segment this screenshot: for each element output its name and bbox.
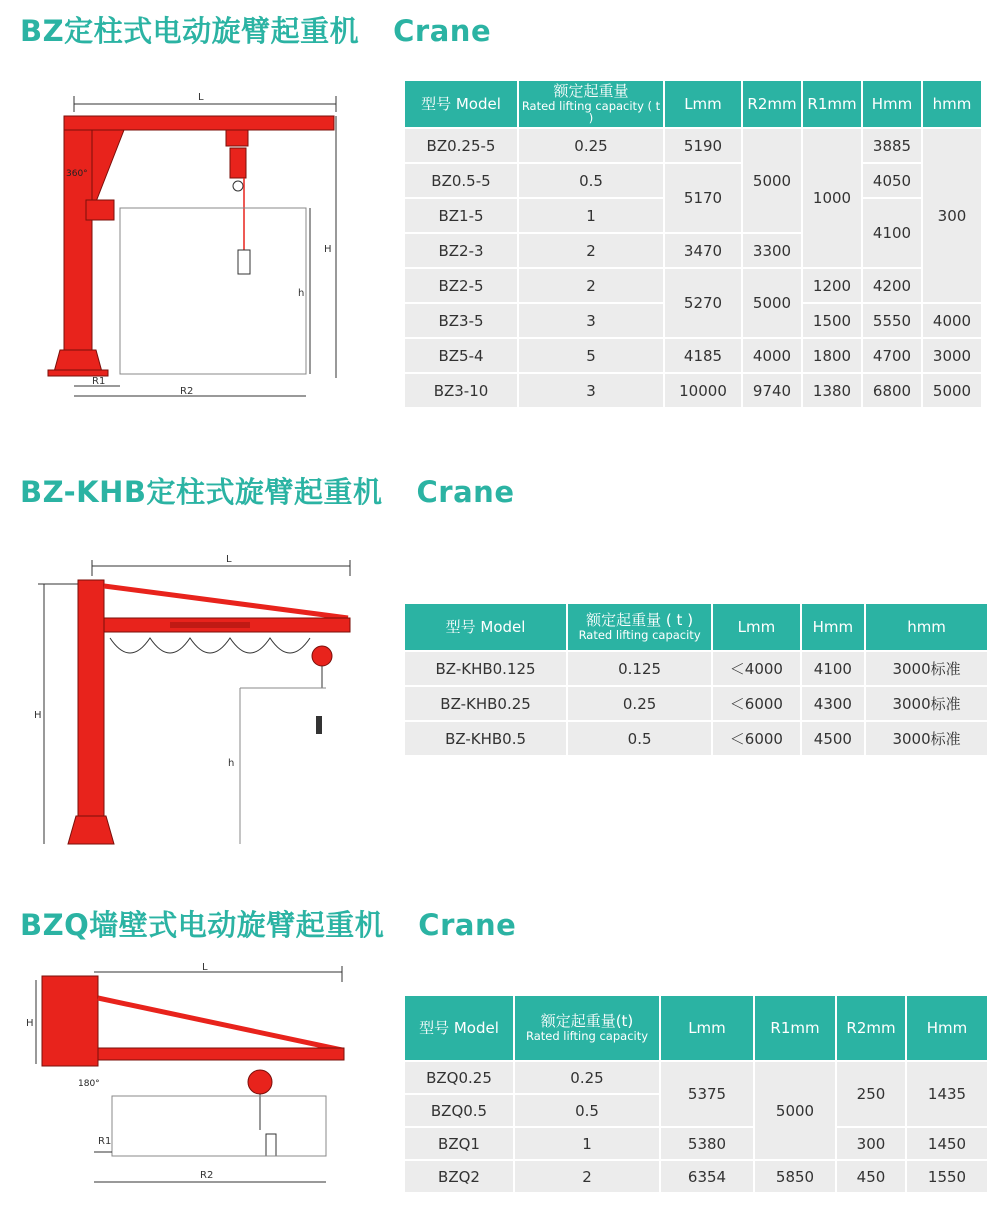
- cell-R2: 300: [837, 1128, 905, 1159]
- dim-label-R1: R1: [98, 1136, 112, 1147]
- cell-L: 5190: [665, 129, 741, 162]
- cell-L: 4185: [665, 339, 741, 372]
- header-H: Hmm: [863, 81, 921, 127]
- dim-label-h: h: [298, 288, 305, 299]
- cell-model: BZ1-5: [405, 199, 517, 232]
- cell-L: 6354: [661, 1161, 753, 1192]
- cell-h: 3000标准: [866, 652, 987, 685]
- section-3-title: BZQ墙壁式电动旋臂起重机 Crane: [20, 908, 517, 942]
- cell-capacity: 0.5: [515, 1095, 659, 1126]
- cell-L: 5380: [661, 1128, 753, 1159]
- crane-column: [64, 122, 92, 362]
- header-L: Lmm: [661, 996, 753, 1060]
- dim-label-R2: R2: [180, 386, 194, 397]
- cell-L: ＜6000: [713, 722, 800, 755]
- cell-H: 6800: [863, 374, 921, 407]
- cell-capacity: 3: [519, 304, 663, 337]
- cell-model: BZ3-10: [405, 374, 517, 407]
- cell-model: BZ3-5: [405, 304, 517, 337]
- header-model: 型号 Model: [405, 604, 566, 650]
- electric-hoist: [248, 1070, 272, 1094]
- cell-H: 4200: [863, 269, 921, 302]
- header-L: Lmm: [665, 81, 741, 127]
- cell-h: 4000: [923, 304, 981, 337]
- dim-label-h: h: [228, 758, 235, 769]
- bzq-crane-diagram: [24, 958, 354, 1190]
- dim-label-L: L: [198, 92, 204, 103]
- dim-label-H: H: [324, 244, 332, 255]
- cell-R1: 1800: [803, 339, 861, 372]
- section-2-title: BZ-KHB定柱式旋臂起重机 Crane: [20, 475, 515, 509]
- cell-model: BZ-KHB0.5: [405, 722, 566, 755]
- cell-L: 5375: [661, 1062, 753, 1126]
- cell-h: 5000: [923, 374, 981, 407]
- cell-model: BZ2-3: [405, 234, 517, 267]
- cell-R1: 5000: [755, 1062, 835, 1159]
- cell-H: 3885: [863, 129, 921, 162]
- cell-R2: 9740: [743, 374, 801, 407]
- cell-R1: 1200: [803, 269, 861, 302]
- dim-label-L: L: [202, 962, 208, 973]
- header-R1: R1mm: [755, 996, 835, 1060]
- angle-label-360: 360°: [66, 169, 88, 179]
- dim-label-L: L: [226, 554, 232, 565]
- cell-R2: 5000: [743, 129, 801, 232]
- cell-L: 10000: [665, 374, 741, 407]
- angle-label-180: 180°: [78, 1079, 100, 1089]
- cell-H: 4300: [802, 687, 864, 720]
- pendant-control: [266, 1134, 276, 1156]
- cell-H: 5550: [863, 304, 921, 337]
- cell-H: 4100: [802, 652, 864, 685]
- cell-model: BZQ1: [405, 1128, 513, 1159]
- cell-model: BZ2-5: [405, 269, 517, 302]
- cell-R2: 3300: [743, 234, 801, 267]
- pendant-control: [316, 716, 322, 734]
- cell-R1: 1500: [803, 304, 861, 337]
- cell-L: 3470: [665, 234, 741, 267]
- header-R1: R1mm: [803, 81, 861, 127]
- cell-H: 1550: [907, 1161, 987, 1192]
- cell-model: BZQ0.25: [405, 1062, 513, 1093]
- cell-capacity: 2: [519, 234, 663, 267]
- cell-h: 3000标准: [866, 722, 987, 755]
- cell-H: 4100: [863, 199, 921, 267]
- cell-R2: 450: [837, 1161, 905, 1192]
- cell-capacity: 0.125: [568, 652, 711, 685]
- header-R2: R2mm: [837, 996, 905, 1060]
- header-model: 型号 Model: [405, 996, 513, 1060]
- header-capacity: 额定起重量(t) Rated lifting capacity: [515, 996, 659, 1060]
- cell-capacity: 0.25: [515, 1062, 659, 1093]
- cell-R1: 1380: [803, 374, 861, 407]
- cell-capacity: 3: [519, 374, 663, 407]
- cell-L: 5270: [665, 269, 741, 337]
- header-capacity: 额定起重量 ( t ) Rated lifting capacity: [568, 604, 711, 650]
- dim-label-H: H: [34, 710, 42, 721]
- crane-jib: [98, 1048, 344, 1060]
- cell-model: BZQ2: [405, 1161, 513, 1192]
- header-capacity: 额定起重量 Rated lifting capacity ( t ): [519, 81, 663, 127]
- crane-base: [68, 816, 114, 844]
- hoist-trolley: [226, 130, 248, 146]
- cell-model: BZ-KHB0.125: [405, 652, 566, 685]
- section-1-title: BZ定柱式电动旋臂起重机 Crane: [20, 14, 492, 48]
- cell-capacity: 1: [515, 1128, 659, 1159]
- cell-model: BZ0.25-5: [405, 129, 517, 162]
- cell-R1: 1000: [803, 129, 861, 267]
- cell-h: 3000标准: [866, 687, 987, 720]
- header-R2: R2mm: [743, 81, 801, 127]
- cell-h: 300: [923, 129, 981, 302]
- dim-label-R1: R1: [92, 376, 106, 387]
- crane-column: [78, 580, 104, 840]
- pendant-control: [238, 250, 250, 274]
- cell-H: 1450: [907, 1128, 987, 1159]
- cell-capacity: 0.5: [519, 164, 663, 197]
- cell-capacity: 1: [519, 199, 663, 232]
- cell-H: 4500: [802, 722, 864, 755]
- cell-L: ＜6000: [713, 687, 800, 720]
- wall-bracket: [42, 976, 98, 1066]
- bz-khb-spec-table: [403, 602, 989, 757]
- header-L: Lmm: [713, 604, 800, 650]
- header-h: hmm: [866, 604, 987, 650]
- cell-capacity: 2: [515, 1161, 659, 1192]
- cell-capacity: 5: [519, 339, 663, 372]
- cell-model: BZQ0.5: [405, 1095, 513, 1126]
- cell-model: BZ5-4: [405, 339, 517, 372]
- bz-khb-crane-diagram: [30, 552, 360, 852]
- cell-L: ＜4000: [713, 652, 800, 685]
- crane-base: [54, 350, 102, 372]
- electric-hoist: [312, 646, 332, 666]
- cell-H: 4700: [863, 339, 921, 372]
- bzq-spec-table: [403, 994, 989, 1194]
- header-model: 型号 Model: [405, 81, 517, 127]
- cell-capacity: 0.25: [519, 129, 663, 162]
- header-H: Hmm: [802, 604, 864, 650]
- crane-jib: [64, 116, 334, 130]
- cell-L: 5170: [665, 164, 741, 232]
- cell-R1: 5850: [755, 1161, 835, 1192]
- cell-h: 3000: [923, 339, 981, 372]
- header-H: Hmm: [907, 996, 987, 1060]
- electric-hoist: [230, 148, 246, 178]
- dim-label-H: H: [26, 1018, 34, 1029]
- cell-H: 4050: [863, 164, 921, 197]
- cell-capacity: 0.25: [568, 687, 711, 720]
- cell-R2: 4000: [743, 339, 801, 372]
- cell-R2: 250: [837, 1062, 905, 1126]
- cell-model: BZ-KHB0.25: [405, 687, 566, 720]
- bz-spec-table: [403, 79, 983, 409]
- cell-capacity: 0.5: [568, 722, 711, 755]
- cell-H: 1435: [907, 1062, 987, 1126]
- cell-R2: 5000: [743, 269, 801, 337]
- cell-capacity: 2: [519, 269, 663, 302]
- header-h: hmm: [923, 81, 981, 127]
- bz-crane-diagram: [40, 82, 360, 412]
- dim-label-R2: R2: [200, 1170, 214, 1181]
- cell-model: BZ0.5-5: [405, 164, 517, 197]
